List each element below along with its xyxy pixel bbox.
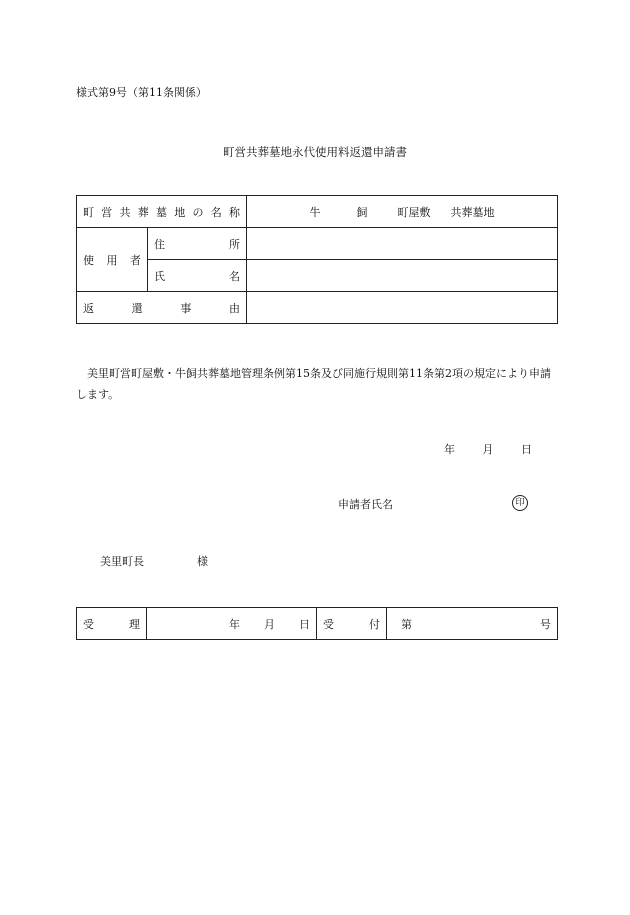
cemetery-part-1: 牛	[309, 205, 321, 219]
reason-label-char: 由	[228, 301, 240, 315]
address-label	[148, 228, 247, 260]
application-table	[76, 195, 558, 324]
user-label-char: 用	[106, 253, 118, 267]
application-date	[444, 441, 532, 457]
name-label-char: 氏	[154, 269, 165, 283]
address-field[interactable]	[247, 228, 558, 260]
user-label-char: 使	[83, 253, 94, 267]
name-label	[148, 260, 247, 292]
receipt-year: 年	[229, 617, 240, 631]
reason-label-char: 還	[131, 301, 143, 315]
cemetery-name-row	[77, 196, 558, 228]
cemetery-name-label-char: 共	[119, 205, 131, 219]
cemetery-part-4: 共葬墓地	[450, 205, 495, 219]
receive-date[interactable]	[147, 608, 317, 640]
reason-label-char: 返	[83, 301, 94, 315]
cemetery-name-label	[77, 196, 247, 228]
number-prefix: 第	[401, 617, 412, 631]
cemetery-name-label-char: の	[192, 205, 204, 219]
receive-label-char: 理	[129, 617, 140, 631]
cemetery-name-label-char: 称	[229, 205, 240, 219]
number-suffix: 号	[540, 617, 551, 631]
receive-label-char: 受	[83, 617, 94, 631]
cemetery-name-value	[247, 196, 558, 228]
reason-label	[77, 292, 247, 324]
statement-paragraph: 美里町営町屋敷・牛飼共葬墓地管理条例第15条及び同施行規則第11条第2項の規定により申請します。	[76, 367, 551, 401]
address-label-char: 住	[154, 237, 165, 251]
accept-label-char: 受	[323, 617, 334, 631]
accept-label	[317, 608, 387, 640]
reason-row	[77, 292, 558, 324]
name-field[interactable]	[247, 260, 558, 292]
receipt-day: 日	[299, 617, 310, 631]
user-label-char: 者	[130, 253, 141, 267]
cemetery-part-3: 町屋敷	[397, 205, 431, 219]
date-day: 日	[521, 443, 532, 456]
reason-field[interactable]	[247, 292, 558, 324]
cemetery-name-label-char: 葬	[137, 205, 149, 219]
addressee: 美里町長	[100, 555, 144, 568]
date-year: 年	[444, 443, 455, 456]
user-label	[77, 228, 148, 292]
seal-mark: 印	[512, 495, 528, 511]
cemetery-name-label-char: 町	[83, 205, 94, 219]
cemetery-name-label-char: 地	[174, 205, 186, 219]
applicant-name-label: 申請者氏名	[338, 498, 393, 511]
cemetery-part-2: 飼	[356, 205, 368, 219]
receipt-table	[76, 607, 558, 640]
reason-label-char: 事	[180, 301, 192, 315]
cemetery-name-label-char: 名	[210, 205, 222, 219]
name-row	[77, 260, 558, 292]
date-month: 月	[482, 443, 494, 456]
document-title: 町営共葬墓地永代使用料返還申請書	[223, 145, 407, 159]
cemetery-name-label-char: 営	[101, 205, 113, 219]
accept-label-char: 付	[369, 617, 380, 631]
address-row	[77, 228, 558, 260]
accept-number[interactable]	[387, 608, 558, 640]
cemetery-name-label-char: 墓	[156, 205, 167, 219]
receipt-month: 月	[264, 617, 275, 631]
receive-label	[77, 608, 147, 640]
name-label-char: 名	[229, 269, 240, 283]
form-number: 様式第9号（第11条関係）	[76, 86, 207, 99]
receipt-row	[77, 608, 558, 640]
address-label-char: 所	[229, 237, 240, 251]
honorific: 様	[197, 555, 208, 568]
